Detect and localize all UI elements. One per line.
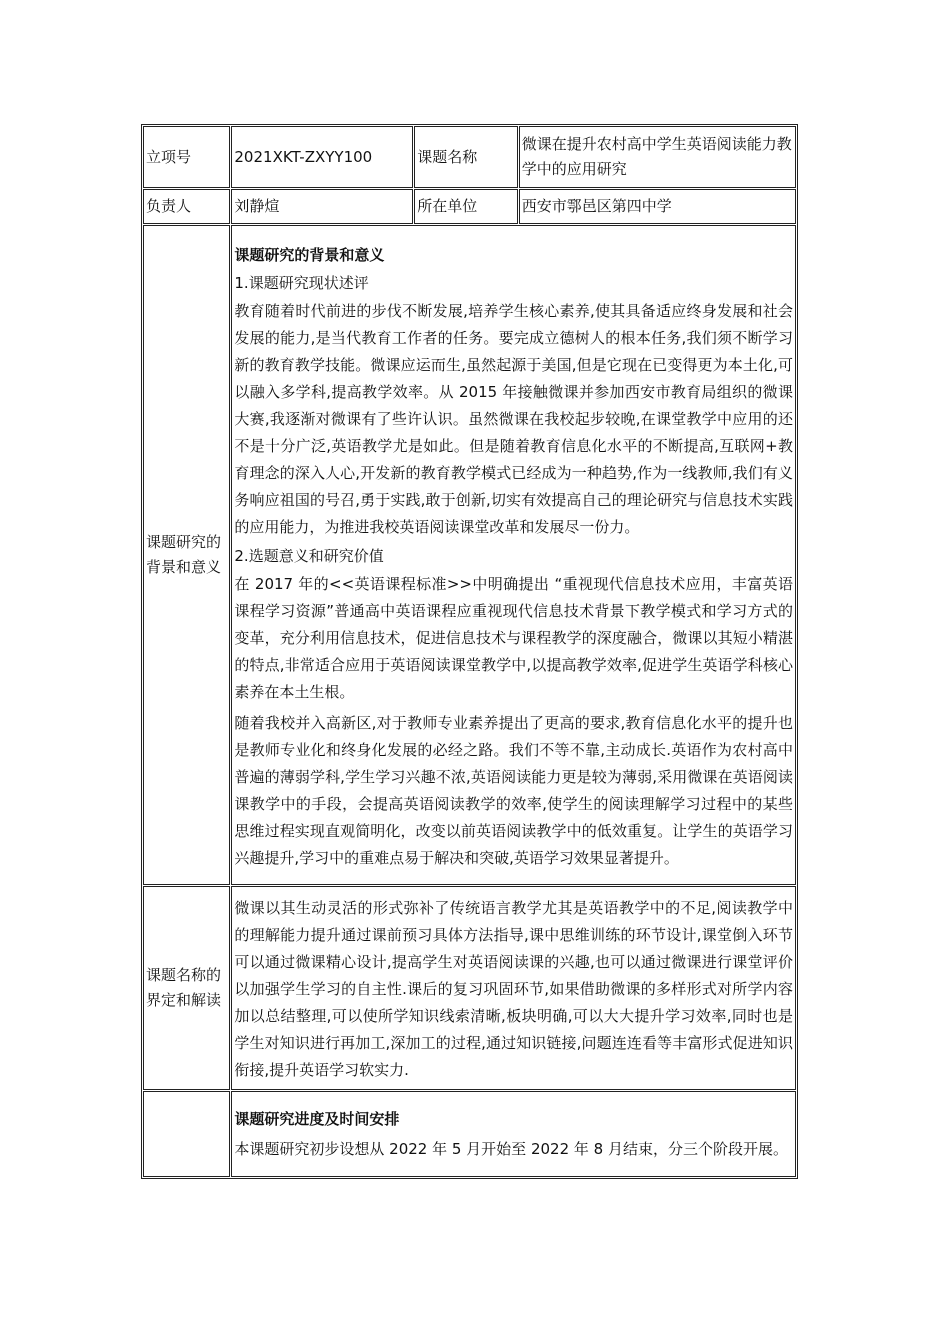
background-subheading-2: 2.选题意义和研究价值 — [234, 547, 384, 565]
background-paragraph-2: 在 2017 年的<<英语课程标准>>中明确提出 “重视现代信息技术应用，丰富英语课程学习资源”普通高中英语课程应重视现代信息技术背景下教学模式和学习方式的变革，充分利用信息技术，促进信息技术与课程教学的深度融合，微课以其短小精湛的特点,非常适合应用于英语阅读课堂教学中,以提高教学效率,促进学生英语学科核心素养在本土生根。 — [234, 575, 793, 701]
definition-content — [231, 886, 796, 1090]
application-form — [141, 124, 798, 1179]
background-subheading-1: 1.课题研究现状述评 — [234, 274, 369, 292]
label-person: 负责人 — [143, 189, 230, 224]
unit-value: 西安市鄠邑区第四中学 — [519, 189, 796, 224]
project-title-value: 微课在提升农村高中学生英语阅读能力教学中的应用研究 — [519, 126, 796, 188]
background-heading: 课题研究的背景和意义 — [234, 246, 385, 264]
background-content — [231, 225, 796, 885]
definition-paragraph: 微课以其生动灵活的形式弥补了传统语言教学尤其是英语教学中的不足,阅读教学中的理解能力提升通过课前预习具体方法指导,课中思维训练的环节设计,课堂倒入环节可以通过微课精心设计,提高学生对英语阅读课的兴趣,也可以通过微课进行课堂评价以加强学生学习的自主性.课后的复习巩固环节,如果借助微课的多样形式对所学内容加以总结整理,可以使所学知识线索清晰,板块明确,可以大大提升学习效率,同时也是学生对知识进行再加工,深加工的过程,通过知识链接,问题连连看等丰富形式促进知识衔接,提升英语学习软实力. — [234, 898, 793, 1079]
form-row-project — [143, 126, 796, 188]
schedule-heading: 课题研究进度及时间安排 — [234, 1109, 400, 1128]
label-unit: 所在单位 — [414, 189, 517, 224]
schedule-paragraph: 本课题研究初步设想从 2022 年 5 月开始至 2022 年 8 月结束，分三个阶段开展。 — [234, 1139, 788, 1158]
schedule-content — [231, 1091, 796, 1177]
background-paragraph-3: 随着我校并入高新区,对于教师专业素养提出了更高的要求,教育信息化水平的提升也是教师专业化和终身化发展的必经之路。我们不等不靠,主动成长.英语作为农村高中普遍的薄弱学科,学生学习兴趣不浓,英语阅读能力更是较为薄弱,采用微课在英语阅读课教学中的手段，会提高英语阅读教学的效率,使学生的阅读理解学习过程中的某些思维过程实现直观简明化，改变以前英语阅读教学中的低效重复。让学生的英语学习兴趣提升,学习中的重难点易于解决和突破,英语学习效果显著提升。 — [234, 714, 793, 867]
form-row-schedule — [143, 1091, 796, 1177]
label-project-id: 立项号 — [143, 126, 230, 188]
form-table — [142, 125, 797, 1178]
person-value: 刘静煊 — [231, 189, 413, 224]
form-row-background — [143, 225, 796, 885]
form-row-person — [143, 189, 796, 224]
schedule-label-cell — [143, 1091, 230, 1177]
background-paragraph-1: 教育随着时代前进的步伐不断发展,培养学生核心素养,使其具备适应终身发展和社会发展的能力,是当代教育工作者的任务。要完成立德树人的根本任务,我们须不断学习新的教育教学技能。微课应运而生,虽然起源于美国,但是它现在已变得更为本土化,可以融入多学科,提高教学效率。从 2015 年接触微课并参加西安市教育局组织的微课大赛,我逐渐对微课有了些许认识。虽然微课在我校起步较晚,在课堂教学中应用的还不是十分广泛,英语教学尤是如此。但是随着教育信息化水平的不断提高,互联网+教育理念的深入人心,开发新的教育教学模式已经成为一种趋势,作为一线教师,我们有义务响应祖国的号召,勇于实践,敢于创新,切实有效提高自己的理论研究与信息技术实践的应用能力，为推进我校英语阅读课堂改革和发展尽一份力。 — [234, 302, 793, 536]
label-background: 课题研究的背景和意义 — [143, 225, 230, 885]
project-id-value: 2021XKT-ZXYY100 — [231, 126, 413, 188]
form-row-definition — [143, 886, 796, 1090]
label-definition: 课题名称的界定和解读 — [143, 886, 230, 1090]
label-project-title: 课题名称 — [414, 126, 517, 188]
